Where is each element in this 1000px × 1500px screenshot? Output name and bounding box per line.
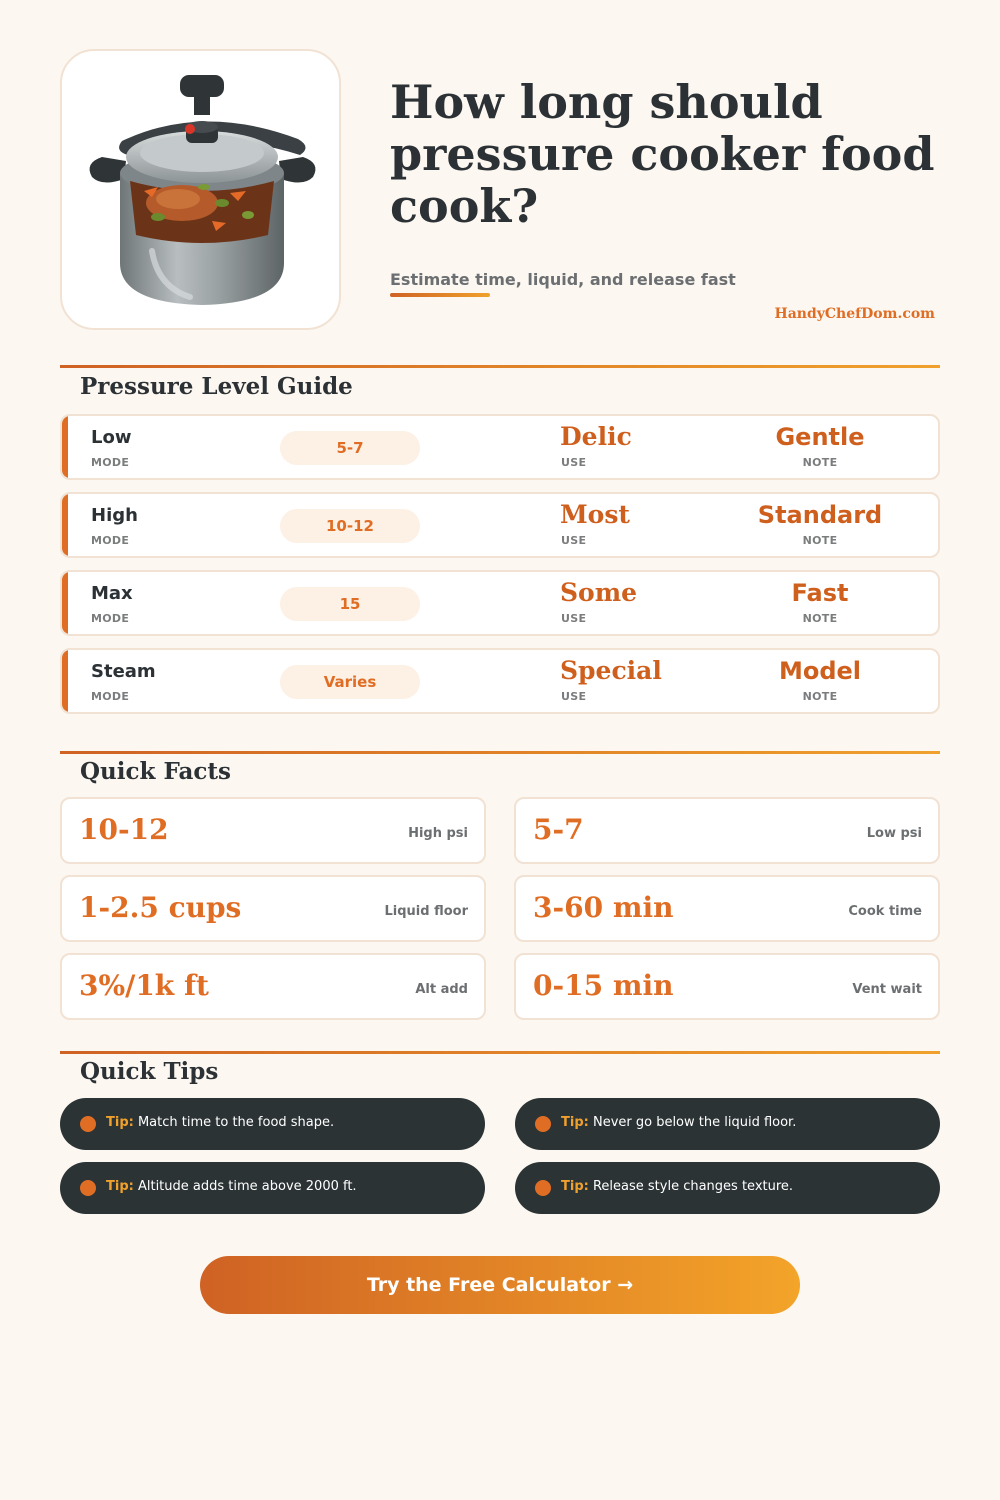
fact-card xyxy=(60,953,486,1020)
brand-link[interactable]: HandyChefDom.com xyxy=(774,306,935,322)
fact-card xyxy=(60,875,486,942)
fact-label: Low psi xyxy=(866,826,922,841)
pressure-level-row xyxy=(60,414,940,480)
note-label: NOTE xyxy=(802,612,838,625)
mode-name: Low xyxy=(91,427,132,448)
mode-name: Steam xyxy=(91,661,156,682)
row-accent-bar xyxy=(62,650,68,712)
use-label: USE xyxy=(561,456,587,469)
dot-icon xyxy=(535,1180,551,1196)
fact-value: 3%/1k ft xyxy=(79,969,209,1002)
section-divider xyxy=(60,365,940,368)
tip-body: Release style changes texture. xyxy=(592,1179,794,1194)
fact-card xyxy=(514,875,940,942)
quick-facts-title: Quick Facts xyxy=(80,758,231,785)
mode-name: High xyxy=(91,505,138,526)
use-label: USE xyxy=(561,690,587,703)
fact-label: Liquid floor xyxy=(384,904,468,919)
tip-body: Altitude adds time above 2000 ft. xyxy=(137,1179,357,1194)
fact-value: 10-12 xyxy=(79,813,169,846)
tip-prefix: Tip: xyxy=(561,1115,589,1130)
fact-label: Alt add xyxy=(415,982,468,997)
fact-card xyxy=(514,953,940,1020)
tip-body: Never go below the liquid floor. xyxy=(592,1115,797,1130)
tip-prefix: Tip: xyxy=(106,1179,134,1194)
fact-value: 3-60 min xyxy=(533,891,674,924)
hero-image-card xyxy=(60,49,341,330)
page-title: How long should pressure cooker food cook? xyxy=(390,75,935,233)
section-divider xyxy=(60,1051,940,1054)
fact-card xyxy=(514,797,940,864)
mode-label: MODE xyxy=(91,612,130,625)
pressure-guide-title: Pressure Level Guide xyxy=(80,373,353,400)
fact-label: High psi xyxy=(408,826,468,841)
pressure-level-row xyxy=(60,492,940,558)
psi-pill: 5-7 xyxy=(280,431,420,465)
fact-value: 5-7 xyxy=(533,813,584,846)
dot-icon xyxy=(80,1116,96,1132)
tip-prefix: Tip: xyxy=(561,1179,589,1194)
note-value: Gentle xyxy=(775,423,865,451)
use-value: Some xyxy=(560,578,638,607)
section-divider xyxy=(60,751,940,754)
row-accent-bar xyxy=(62,416,68,478)
dot-icon xyxy=(535,1116,551,1132)
row-accent-bar xyxy=(62,494,68,556)
note-value: Fast xyxy=(791,579,849,607)
note-label: NOTE xyxy=(802,456,838,469)
mode-label: MODE xyxy=(91,534,130,547)
note-label: NOTE xyxy=(802,534,838,547)
mode-label: MODE xyxy=(91,690,130,703)
subtitle-underline xyxy=(390,293,490,297)
psi-pill: Varies xyxy=(280,665,420,699)
note-label: NOTE xyxy=(802,690,838,703)
fact-value: 1-2.5 cups xyxy=(79,891,242,924)
tip-pill xyxy=(515,1162,940,1214)
mode-name: Max xyxy=(91,583,133,604)
psi-pill: 10-12 xyxy=(280,509,420,543)
page-subtitle: Estimate time, liquid, and release fast xyxy=(390,270,736,289)
quick-tips-title: Quick Tips xyxy=(80,1058,219,1085)
note-value: Standard xyxy=(757,501,883,529)
tip-pill xyxy=(60,1098,485,1150)
pressure-level-row xyxy=(60,648,940,714)
tip-text xyxy=(106,1115,334,1130)
tip-text xyxy=(106,1179,357,1194)
fact-label: Cook time xyxy=(848,904,922,919)
tip-text xyxy=(561,1115,796,1130)
psi-pill: 15 xyxy=(280,587,420,621)
use-value: Most xyxy=(560,500,630,529)
use-value: Delic xyxy=(560,422,632,451)
tip-pill xyxy=(60,1162,485,1214)
mode-label: MODE xyxy=(91,456,130,469)
use-label: USE xyxy=(561,612,587,625)
tip-prefix: Tip: xyxy=(106,1115,134,1130)
tip-text xyxy=(561,1179,793,1194)
row-accent-bar xyxy=(62,572,68,634)
note-value: Model xyxy=(778,657,862,685)
pressure-level-row xyxy=(60,570,940,636)
use-label: USE xyxy=(561,534,587,547)
dot-icon xyxy=(80,1180,96,1196)
pressure-cooker-icon xyxy=(62,51,343,332)
fact-label: Vent wait xyxy=(852,982,922,997)
fact-card xyxy=(60,797,486,864)
use-value: Special xyxy=(560,656,662,685)
tip-body: Match time to the food shape. xyxy=(137,1115,335,1130)
free-calculator-button[interactable]: Try the Free Calculator → xyxy=(200,1256,800,1314)
fact-value: 0-15 min xyxy=(533,969,674,1002)
tip-pill xyxy=(515,1098,940,1150)
